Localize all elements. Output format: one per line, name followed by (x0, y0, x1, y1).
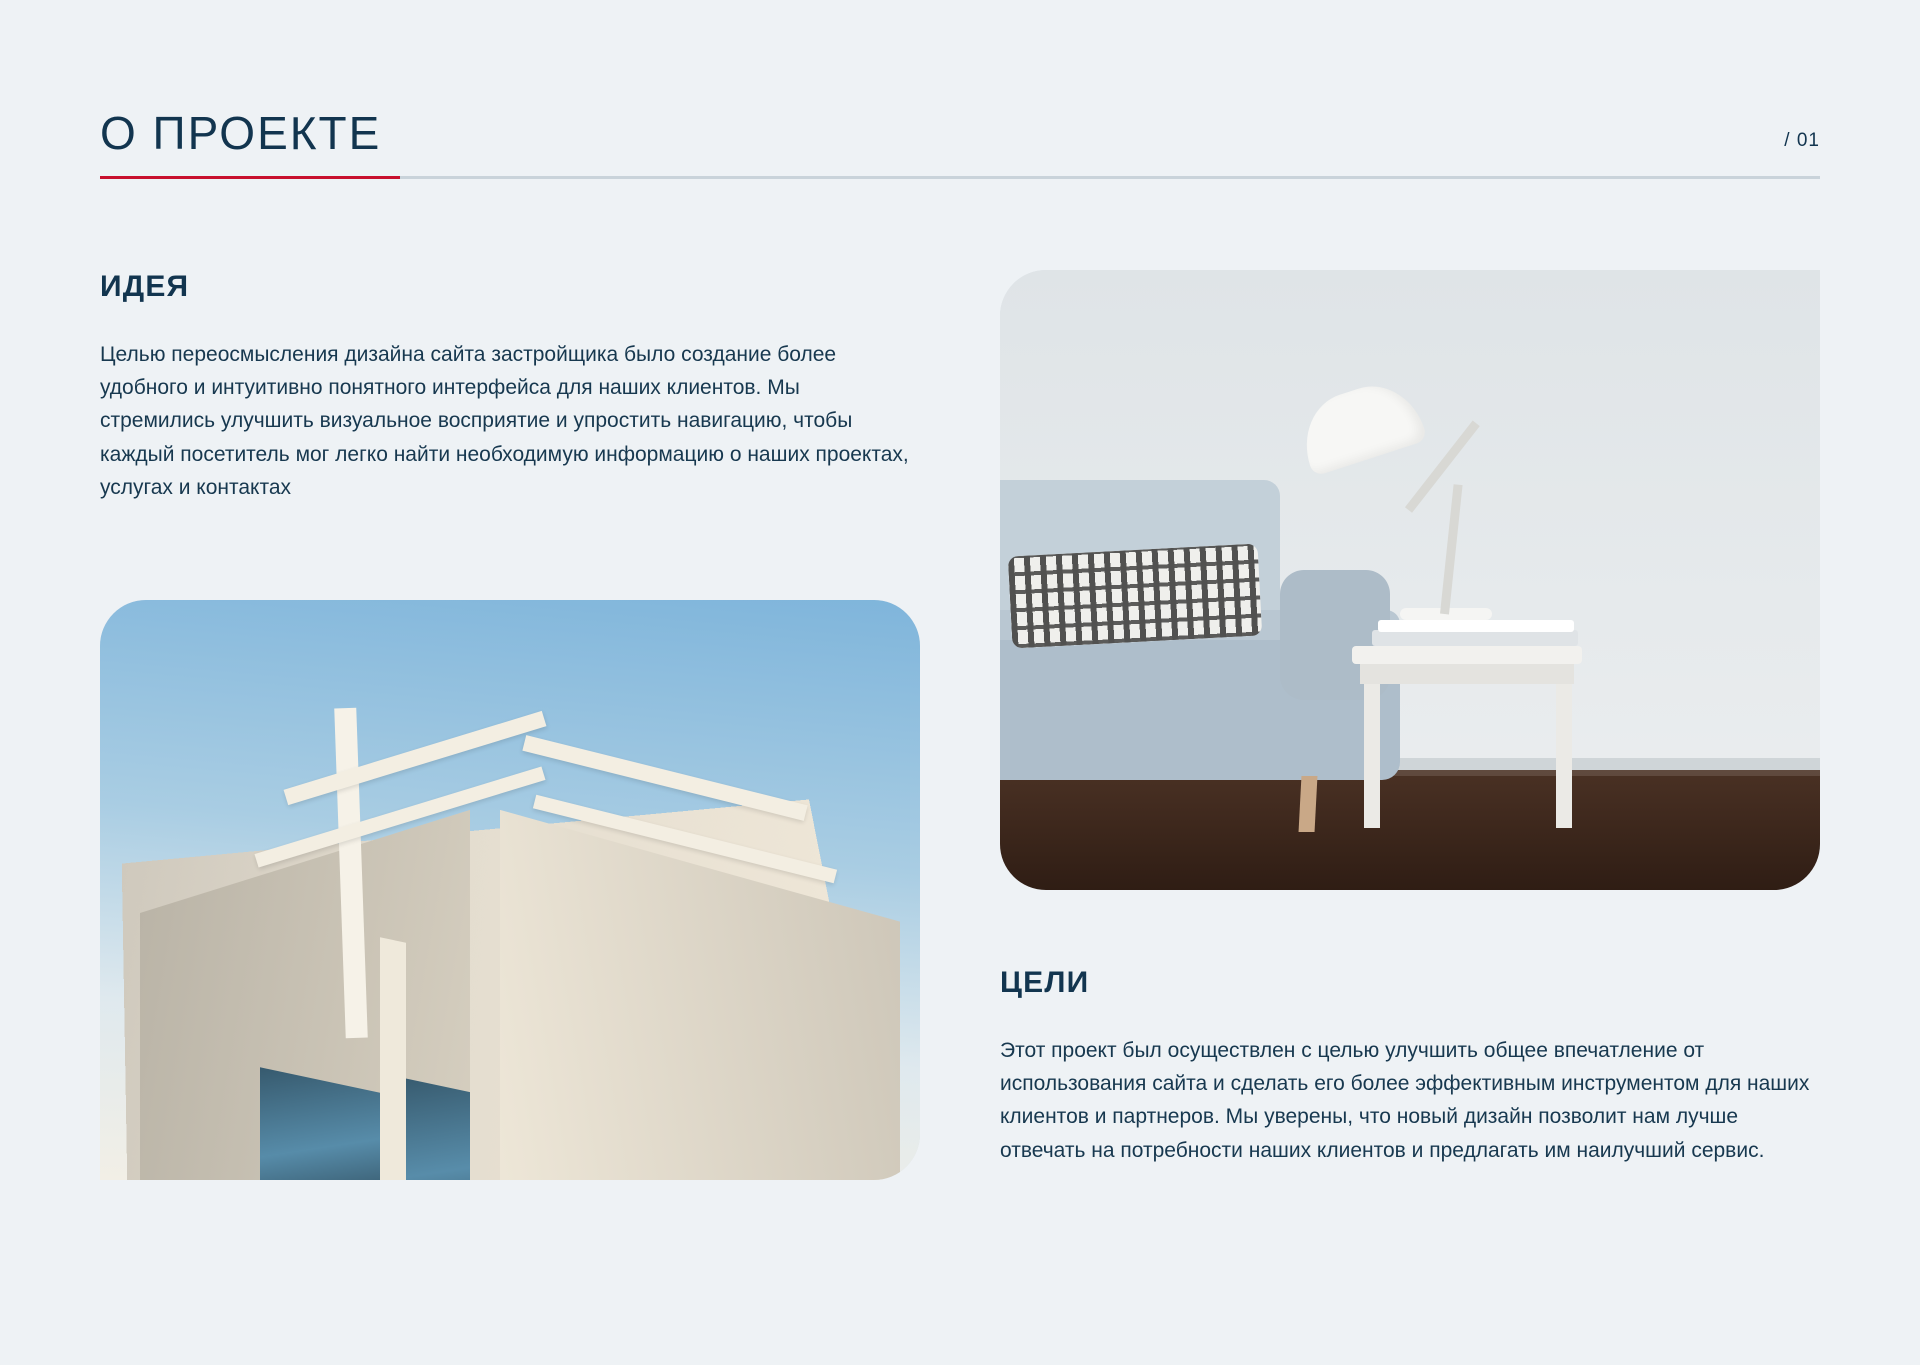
idea-paragraph: Целью переосмысления дизайна сайта застройщика было создание более удобного и интуитивно понятного интерфейса для наших клиентов. Мы стремились улучшить визуальное восприятие и упростить навигацию, чтобы каждый посетитель мог легко найти необходимую информацию о наших проектах, услугах и контактах (100, 343, 909, 499)
wooden-floor (1000, 770, 1820, 890)
page-number: / 01 (1784, 130, 1820, 151)
book-on-table (1378, 620, 1574, 632)
table-leg (1556, 678, 1572, 828)
header-divider (100, 176, 1820, 179)
goals-paragraph: Этот проект был осуществлен с целью улучшить общее впечатление от использования сайта и сделать его более эффективным инструментом для наших клиентов и партнеров. Мы уверены, что новый дизайн позволит нам лучше отвечать на потребности наших клиентов и предлагать им наилучший сервис. (1000, 1039, 1810, 1162)
goals-heading: ЦЕЛИ (1000, 966, 1090, 999)
building-photo (100, 600, 920, 1180)
book-on-table (1372, 630, 1578, 646)
table-leg (1364, 678, 1380, 828)
header-row (100, 107, 1820, 174)
table-top (1352, 646, 1582, 664)
right-column (1000, 270, 1820, 1167)
content-area (100, 270, 1820, 1270)
idea-heading: ИДЕЯ (100, 270, 190, 303)
window-pane (260, 1067, 380, 1180)
left-column (100, 270, 920, 1180)
striped-pillow (1008, 544, 1262, 649)
table-apron (1360, 662, 1574, 684)
interior-photo (1000, 270, 1820, 890)
sofa-leg (1299, 776, 1318, 832)
header-accent-bar (100, 176, 400, 179)
page-title: О ПРОЕКТЕ (100, 107, 382, 159)
facade-column (380, 937, 406, 1180)
slide-header (100, 107, 1820, 179)
